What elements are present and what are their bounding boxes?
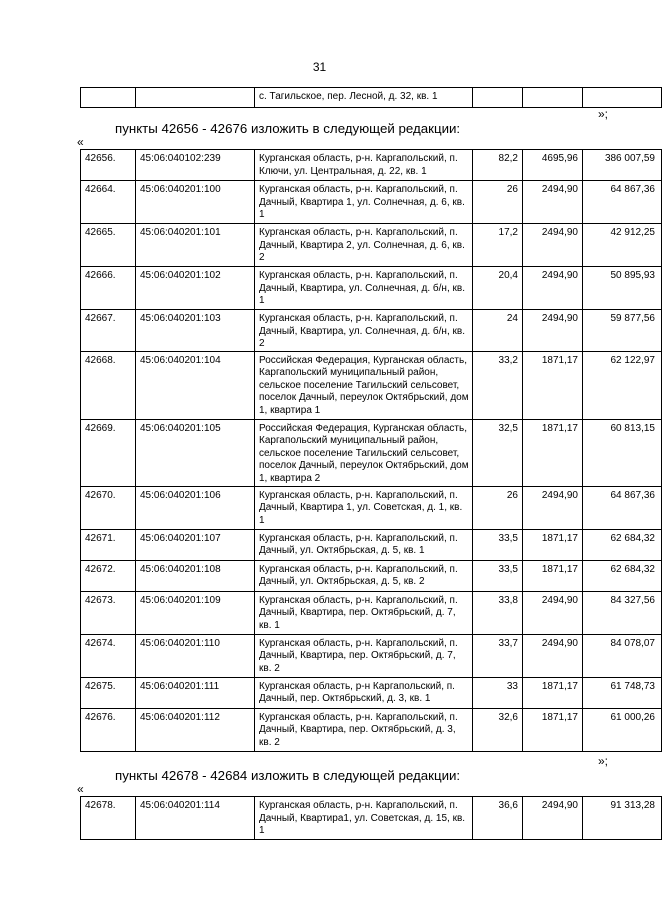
table-row [81,88,662,108]
price-cell: 2494,90 [523,310,583,352]
cadastral-number-cell: 45:06:040201:109 [136,591,255,634]
area-cell: 32,5 [473,419,523,486]
area-cell: 33,5 [473,560,523,591]
area-cell: 33,2 [473,351,523,419]
item-number-cell [81,88,136,108]
table-row [81,486,662,529]
price-cell: 1871,17 [523,419,583,486]
table-row [81,634,662,677]
open-quote: « [77,135,84,149]
value-cell: 64 867,36 [583,486,662,529]
value-cell: 91 313,28 [583,797,662,840]
value-cell: 61 000,26 [583,708,662,751]
address-cell: Курганская область, р-н. Каргапольский, п. Дачный, Квартира 2, ул. Солнечная, д. 6, кв. 2 [255,224,473,267]
instruction-text: пункты 42678 - 42684 изложить в следующей редакции: [115,768,461,783]
price-cell [523,88,583,108]
price-cell: 2494,90 [523,634,583,677]
table-row [81,529,662,560]
table-row [81,708,662,751]
price-cell: 1871,17 [523,529,583,560]
item-number-cell: 42668. [81,351,136,419]
item-number-cell: 42675. [81,677,136,708]
value-cell: 62 684,32 [583,560,662,591]
price-cell: 2494,90 [523,267,583,310]
value-cell: 60 813,15 [583,419,662,486]
item-number-cell: 42666. [81,267,136,310]
table-row [81,560,662,591]
page-number: 31 [312,60,327,74]
table-row [81,797,662,840]
address-cell: Курганская область, р-н. Каргапольский, п. Дачный, ул. Октябрьская, д. 5, кв. 2 [255,560,473,591]
value-cell: 59 877,56 [583,310,662,352]
area-cell: 32,6 [473,708,523,751]
table-row [81,181,662,224]
area-cell: 82,2 [473,150,523,181]
address-cell: Курганская область, р-н Каргапольский, п. Дачный, пер. Октябрьский, д. 3, кв. 1 [255,677,473,708]
close-quote: »; [597,754,608,768]
table-row [81,310,662,352]
area-cell: 33,5 [473,529,523,560]
value-cell: 84 078,07 [583,634,662,677]
area-cell: 24 [473,310,523,352]
cadastral-number-cell: 45:06:040201:104 [136,351,255,419]
table-row [81,224,662,267]
table-row [81,591,662,634]
price-cell: 2494,90 [523,486,583,529]
cadastral-number-cell: 45:06:040201:105 [136,419,255,486]
price-cell: 1871,17 [523,708,583,751]
property-table [80,149,662,752]
area-cell: 20,4 [473,267,523,310]
item-number-cell: 42664. [81,181,136,224]
address-cell: Российская Федерация, Курганская область, Каргапольский муниципальный район, сельское поселение Тагильский сельсовет, поселок Дачный, переулок Октябрьский, дом 1, квартира 2 [255,419,473,486]
cadastral-number-cell: 45:06:040201:108 [136,560,255,591]
table-row [81,150,662,181]
value-cell: 84 327,56 [583,591,662,634]
address-cell: Курганская область, р-н. Каргапольский, п. Дачный, Квартира1, ул. Советская, д. 15, кв. 1 [255,797,473,840]
area-cell [473,88,523,108]
top-table [80,87,662,108]
value-cell: 61 748,73 [583,677,662,708]
item-number-cell: 42669. [81,419,136,486]
table-row [81,351,662,419]
address-cell: Курганская область, р-н. Каргапольский, п. Дачный, Квартира, ул. Солнечная, д. б/н, кв. 1 [255,267,473,310]
area-cell: 33,7 [473,634,523,677]
close-quote: »; [597,107,608,121]
instruction-text: пункты 42656 - 42676 изложить в следующей редакции: [115,121,461,136]
address-cell: Курганская область, р-н. Каргапольский, п. Дачный, Квартира, пер. Октябрьский, д. 3, кв. 2 [255,708,473,751]
cadastral-number-cell: 45:06:040201:106 [136,486,255,529]
cadastral-number-cell: 45:06:040201:107 [136,529,255,560]
item-number-cell: 42656. [81,150,136,181]
area-cell: 36,6 [473,797,523,840]
cadastral-number-cell: 45:06:040201:101 [136,224,255,267]
price-cell: 1871,17 [523,351,583,419]
item-number-cell: 42667. [81,310,136,352]
value-cell: 62 122,97 [583,351,662,419]
item-number-cell: 42673. [81,591,136,634]
item-number-cell: 42672. [81,560,136,591]
property-table [80,796,662,840]
address-cell: Курганская область, р-н. Каргапольский, п. Дачный, Квартира 1, ул. Советская, д. 1, кв. 1 [255,486,473,529]
address-cell: Курганская область, р-н. Каргапольский, п. Дачный, ул. Октябрьская, д. 5, кв. 1 [255,529,473,560]
table-row [81,267,662,310]
value-cell: 50 895,93 [583,267,662,310]
cadastral-number-cell: 45:06:040201:102 [136,267,255,310]
address-cell: Курганская область, р-н. Каргапольский, п. Дачный, Квартира, пер. Октябрьский, д. 7, кв. 2 [255,634,473,677]
price-cell: 1871,17 [523,560,583,591]
area-cell: 17,2 [473,224,523,267]
address-cell: с. Тагильское, пер. Лесной, д. 32, кв. 1 [255,88,473,108]
item-number-cell: 42678. [81,797,136,840]
table-row [81,677,662,708]
table-row [81,419,662,486]
value-cell [583,88,662,108]
cadastral-number-cell: 45:06:040102:239 [136,150,255,181]
item-number-cell: 42676. [81,708,136,751]
price-cell: 1871,17 [523,677,583,708]
item-number-cell: 42665. [81,224,136,267]
address-cell: Курганская область, р-н. Каргапольский, п. Дачный, Квартира 1, ул. Солнечная, д. 6, кв. 1 [255,181,473,224]
open-quote: « [77,782,84,796]
address-cell: Курганская область, р-н. Каргапольский, п. Дачный, Квартира, ул. Солнечная, д. б/н, кв. 2 [255,310,473,352]
cadastral-number-cell: 45:06:040201:103 [136,310,255,352]
cadastral-number-cell: 45:06:040201:111 [136,677,255,708]
area-cell: 26 [473,181,523,224]
item-number-cell: 42670. [81,486,136,529]
value-cell: 64 867,36 [583,181,662,224]
price-cell: 2494,90 [523,797,583,840]
area-cell: 33 [473,677,523,708]
cadastral-number-cell: 45:06:040201:114 [136,797,255,840]
price-cell: 4695,96 [523,150,583,181]
item-number-cell: 42671. [81,529,136,560]
item-number-cell: 42674. [81,634,136,677]
address-cell: Курганская область, р-н. Каргапольский, п. Ключи, ул. Центральная, д. 22, кв. 1 [255,150,473,181]
value-cell: 386 007,59 [583,150,662,181]
price-cell: 2494,90 [523,224,583,267]
cadastral-number-cell: 45:06:040201:100 [136,181,255,224]
price-cell: 2494,90 [523,591,583,634]
cadastral-number-cell: 45:06:040201:112 [136,708,255,751]
area-cell: 33,8 [473,591,523,634]
price-cell: 2494,90 [523,181,583,224]
value-cell: 42 912,25 [583,224,662,267]
cadastral-number-cell: 45:06:040201:110 [136,634,255,677]
cadastral-number-cell [136,88,255,108]
address-cell: Российская Федерация, Курганская область, Каргапольский муниципальный район, сельское поселение Тагильский сельсовет, поселок Дачный, переулок Октябрьский, дом 1, квартира 1 [255,351,473,419]
value-cell: 62 684,32 [583,529,662,560]
area-cell: 26 [473,486,523,529]
address-cell: Курганская область, р-н. Каргапольский, п. Дачный, Квартира, пер. Октябрьский, д. 7, кв. 1 [255,591,473,634]
